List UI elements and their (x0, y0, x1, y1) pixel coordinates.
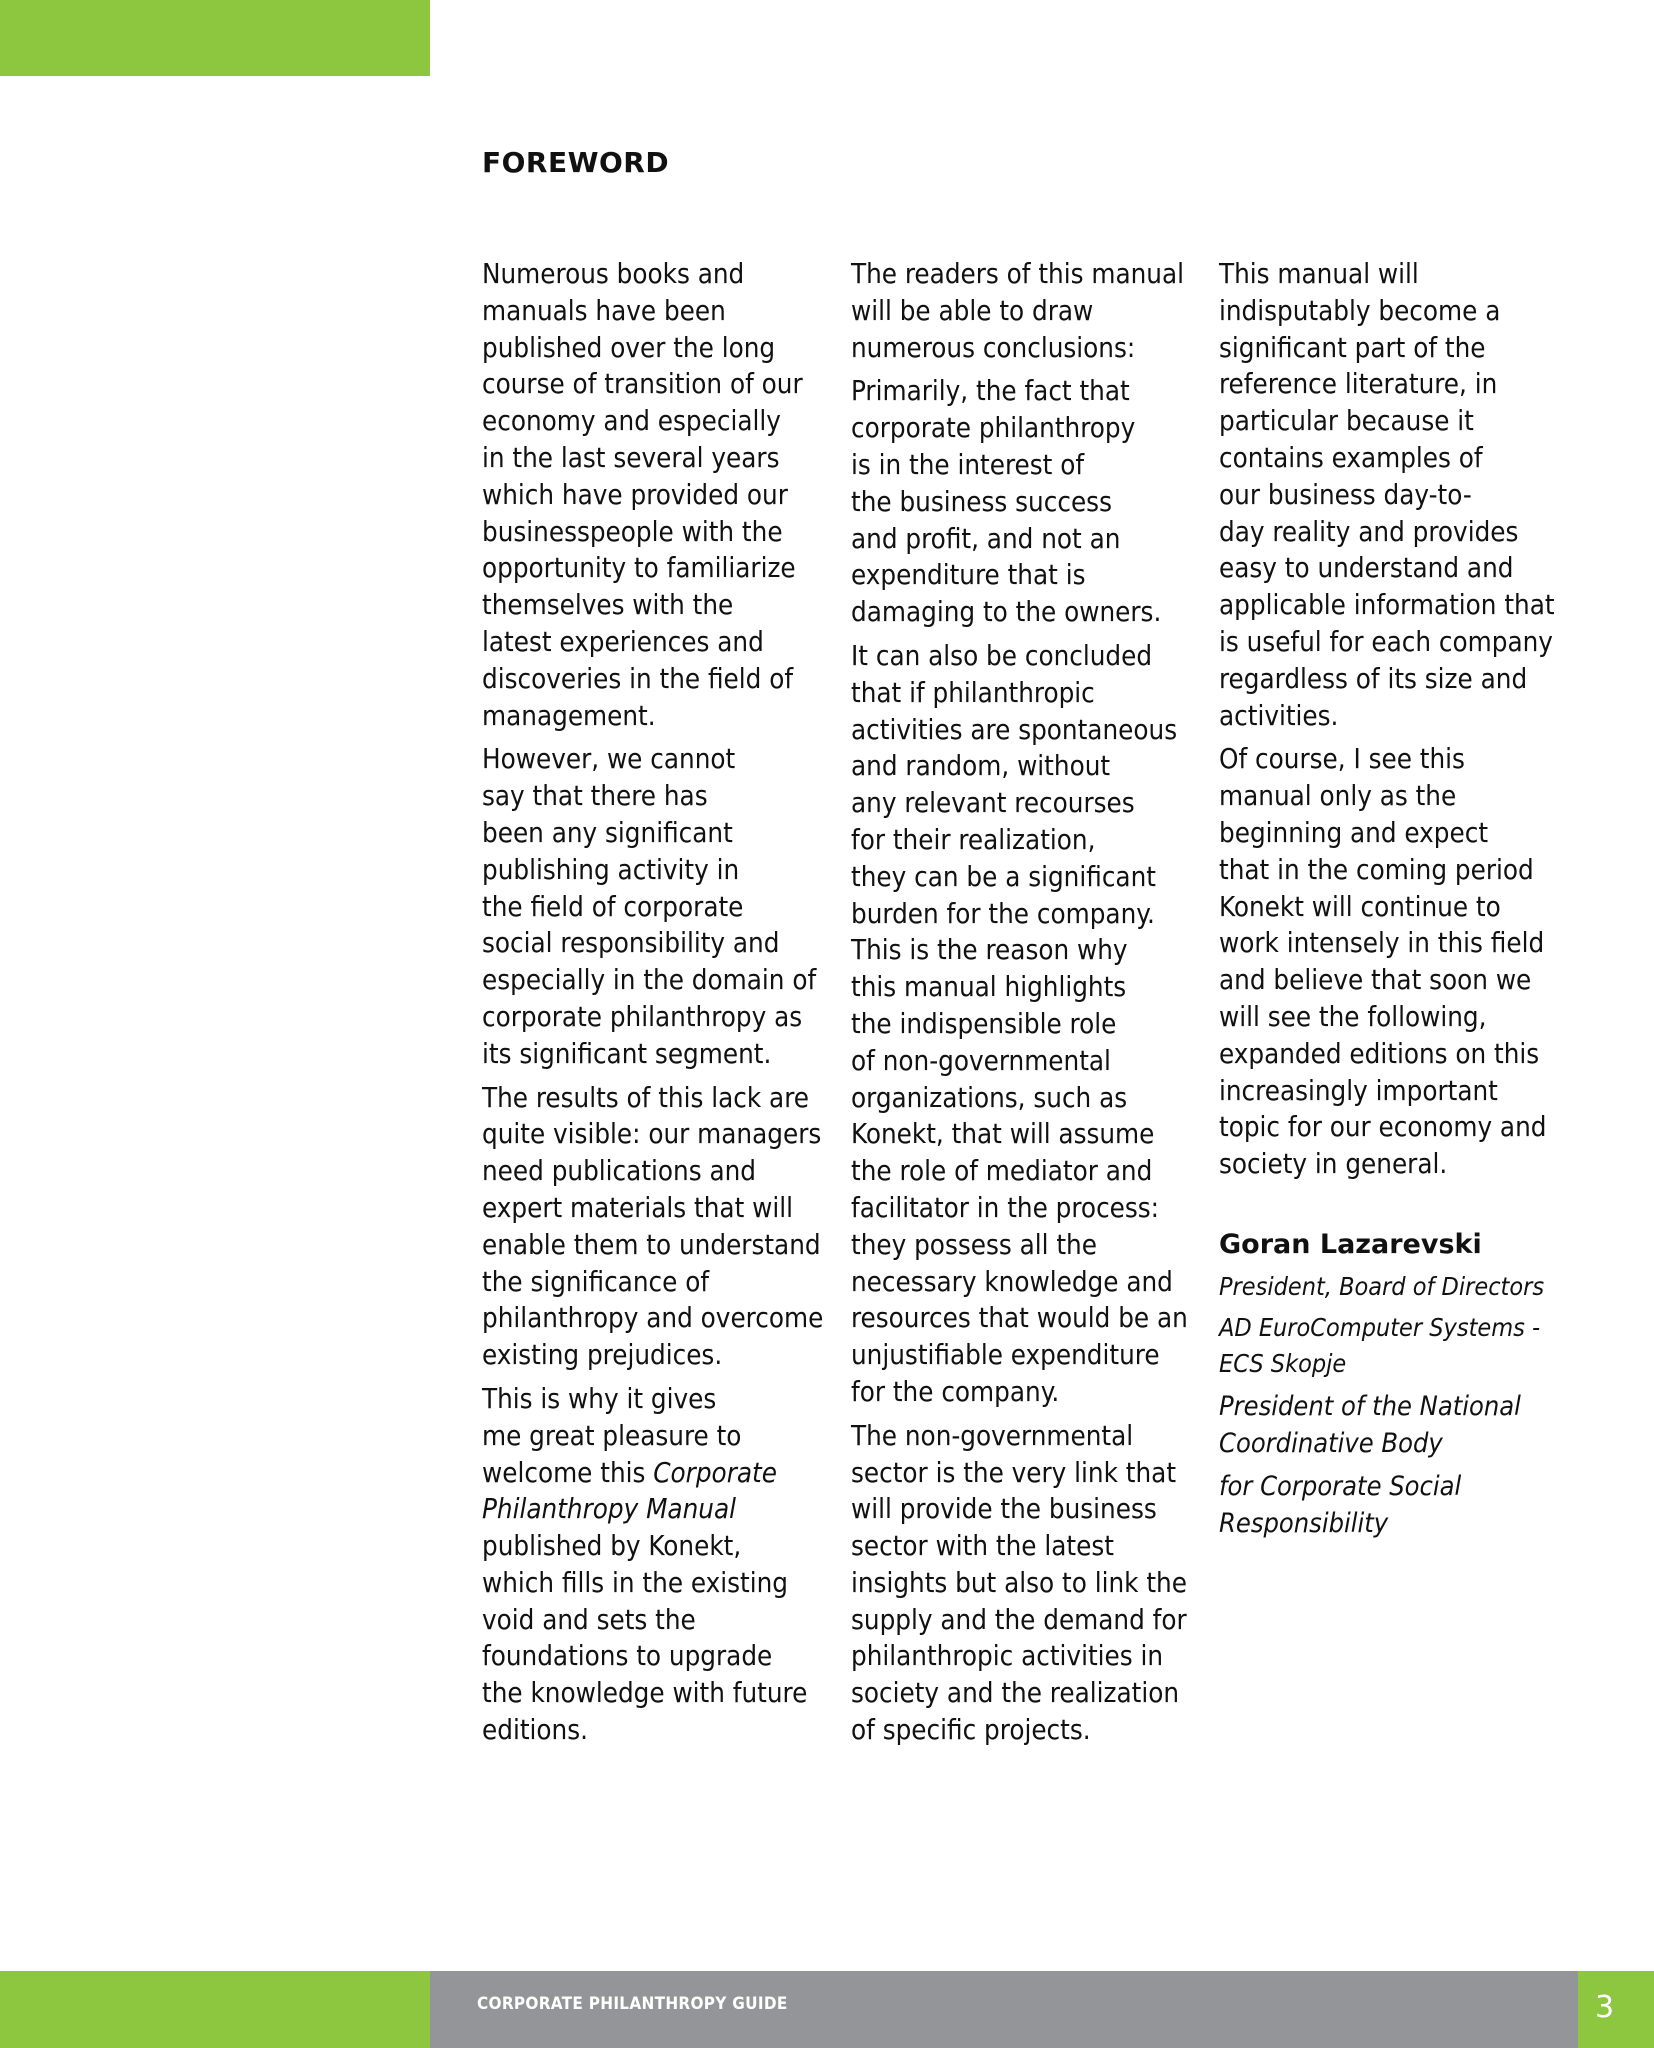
text-column-3 (1219, 256, 1564, 1542)
paragraph: The non-governmental sector is the very link that will provide the business sector with the latest insights but also to link the supply and the demand for philanthropic activities in society and the realization of specific projects. (851, 1419, 1187, 1747)
signatory-role: President of the National Coordinative Body (1219, 1390, 1521, 1459)
paragraph: Primarily, the fact that corporate philanthropy is in the interest of the business success and profit, and not an expenditure that is damaging to the owners. (851, 375, 1162, 629)
paragraph: It can also be concluded that if philanthropic activities are spontaneous and random, without any relevant recourses for their realization, they can be a significant burden for the company. This is the reason why this manual highlights the indispensible role of non-governmental organizations, such as Konekt, that will assume the role of mediator and facilitator in the process: they possess all the necessary knowledge and resources that would be an unjustifiable expenditure for the company. (851, 639, 1188, 1408)
text-column-2 (851, 256, 1196, 1756)
footer-accent-right (1578, 1971, 1654, 2048)
page-number: 3 (1595, 1990, 1615, 2025)
signatory-company: AD EuroComputer Systems - ECS Skopje (1219, 1312, 1541, 1378)
footer-accent-left (0, 1971, 430, 2048)
paragraph: The readers of this manual will be able to draw numerous conclusions: (851, 258, 1185, 364)
page-title: FOREWORD (482, 146, 670, 179)
signatory-title: President, Board of Directors (1219, 1271, 1545, 1301)
text-column-1 (482, 256, 827, 1756)
top-accent-bar (0, 0, 430, 76)
paragraph: Of course, I see this manual only as the beginning and expect that in the coming period Konekt will continue to work intensely in this field and believe that soon we will see the following, expanded editions on this increasingly important topic for our economy and society in general. (1219, 743, 1547, 1181)
paragraph: This is why it gives me great pleasure to welcome this Corporate Philanthropy Manual published by Konekt, which fills in the existing void and sets the foundations to upgrade the knowledge with future editions. (482, 1382, 808, 1747)
paragraph: The results of this lack are quite visible: our managers need publications and expert materials that will enable them to understand the significance of philanthropy and overcome existing prejudices. (482, 1081, 824, 1372)
signatory-role-continued: for Corporate Social Responsibility (1219, 1470, 1462, 1539)
paragraph: However, we cannot say that there has been any significant publishing activity in the field of corporate social responsibility and especially in the domain of corporate philanthropy as its significant segment. (482, 743, 817, 1070)
signatory-name: Goran Lazarevski (1219, 1228, 1482, 1260)
paragraph: This manual will indisputably become a significant part of the reference literature, in particular because it contains examples of our business day-to- day reality and provides easy to understand and applicable information that is useful for each company regardless of its size and activities. (1219, 258, 1555, 732)
signature-block (1219, 1227, 1564, 1542)
paragraph: Numerous books and manuals have been published over the long course of transition of our economy and especially in the last several years which have provided our businesspeople with the opportunity to familiarize themselves with the latest experiences and discoveries in the field of management. (482, 258, 803, 732)
footer-label: CORPORATE PHILANTHROPY GUIDE (477, 1994, 788, 2014)
